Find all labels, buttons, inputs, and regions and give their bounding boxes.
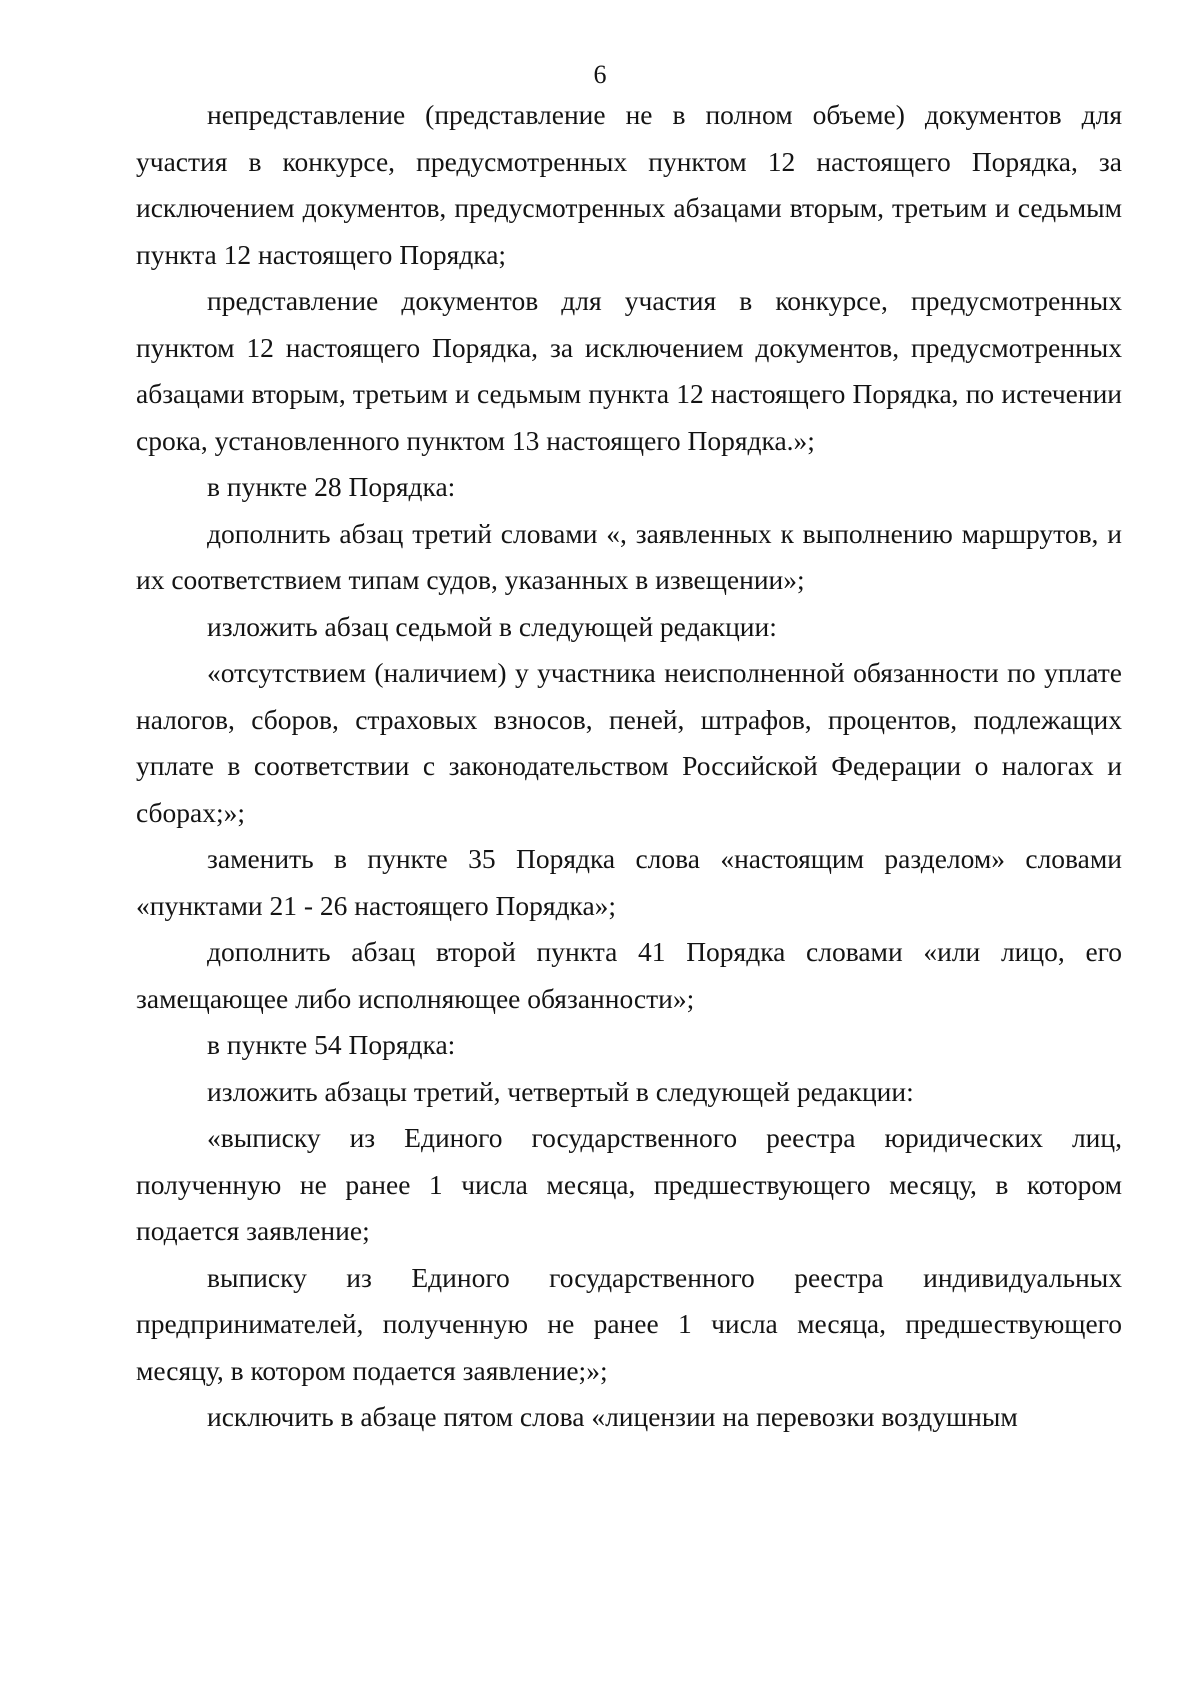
paragraph: дополнить абзац третий словами «, заявленных к выполнению маршрутов, и их соответствием типам судов, указанных в извещении»;: [136, 517, 1122, 595]
page-number: 6: [593, 60, 607, 89]
paragraph: дополнить абзац второй пункта 41 Порядка словами «или лицо, его замещающее либо исполняющее обязанности»;: [136, 936, 1122, 1014]
paragraph: «выписку из Единого государственного реестра юридических лиц, полученную не ранее 1 числа месяца, предшествующего месяцу, в котором подается заявление;: [136, 1122, 1122, 1246]
paragraph: представление документов для участия в конкурсе, предусмотренных пунктом 12 настоящего Порядка, за исключением документов, предусмотренных абзацами вторым, третьим и седьмым пункта 12 настоящего Порядка, по истечении срока, установленного пунктом 13 настоящего Порядка.»;: [136, 285, 1122, 456]
paragraph: исключить в абзаце пятом слова «лицензии на перевозки воздушным: [207, 1401, 1018, 1432]
paragraph: «отсутствием (наличием) у участника неисполненной обязанности по уплате налогов, сборов, страховых взносов, пеней, штрафов, процентов, подлежащих уплате в соответствии с законодательством Российской Федерации о налогах и сборах;»;: [136, 657, 1122, 828]
paragraph: заменить в пункте 35 Порядка слова «настоящим разделом» словами «пунктами 21 - 26 настоящего Порядка»;: [136, 843, 1122, 921]
paragraph: изложить абзац седьмой в следующей редакции:: [207, 610, 777, 642]
paragraph: выписку из Единого государственного реестра индивидуальных предпринимателей, полученную не ранее 1 числа месяца, предшествующего месяцу, в котором подается заявление;»;: [136, 1261, 1122, 1386]
paragraph: непредставление (представление не в полном объеме) документов для участия в конкурсе, предусмотренных пунктом 12 настоящего Порядка, за исключением документов, предусмотренных абзацами вторым, третьим и седьмым пункта 12 настоящего Порядка;: [136, 99, 1122, 270]
paragraph: в пункте 54 Порядка:: [207, 1029, 456, 1060]
document-body: [136, 92, 1122, 1441]
paragraph: изложить абзацы третий, четвертый в следующей редакции:: [207, 1075, 914, 1107]
paragraph: в пункте 28 Порядка:: [207, 471, 456, 502]
